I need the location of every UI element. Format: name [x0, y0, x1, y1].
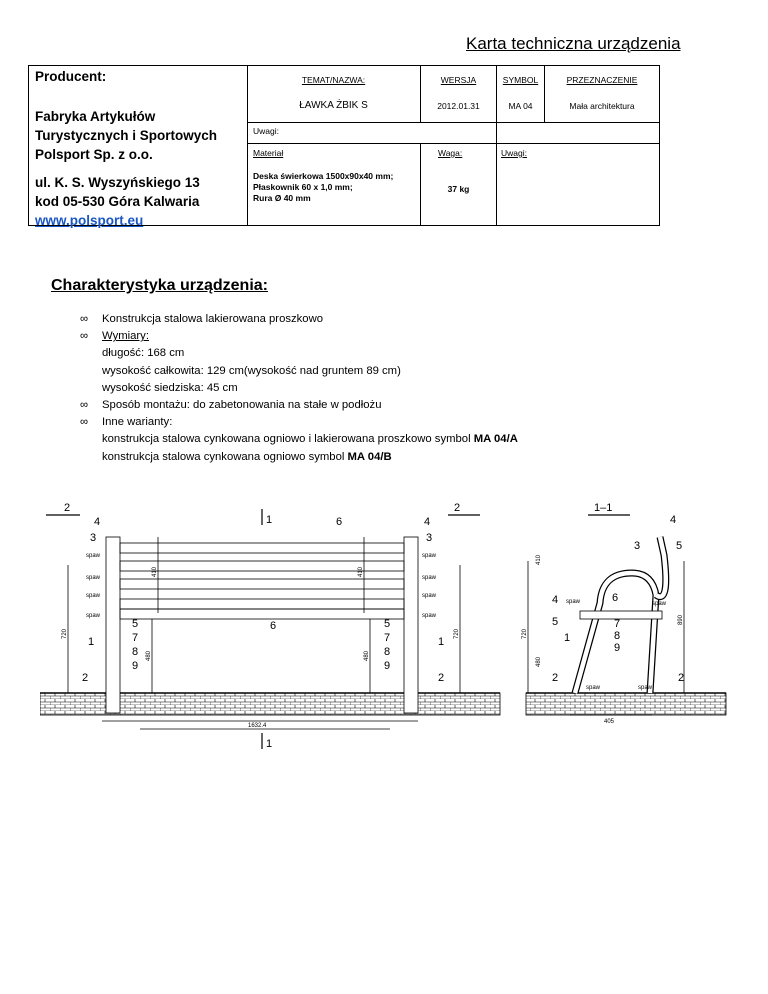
part-number: 1 — [438, 636, 445, 648]
weld-label: spaw — [422, 575, 437, 581]
variant-a-text: konstrukcja stalowa cynkowana ogniowo i lakierowana proszkowo symbol — [102, 433, 474, 446]
producer-label: Producent: — [35, 69, 107, 84]
notes-label: Uwagi: — [253, 126, 279, 136]
part-number: 7 — [384, 632, 391, 644]
dimension-label: 405 — [604, 719, 615, 725]
producer-name — [35, 107, 217, 164]
section-mark-bottom: 1 — [266, 738, 273, 750]
dimension-label: 480 — [146, 650, 152, 661]
ground-side — [526, 693, 726, 715]
dimension-length: długość: 168 cm — [102, 347, 185, 360]
part-number: 9 — [384, 660, 391, 672]
header-symbol: SYMBOL — [502, 75, 539, 85]
dimension-label: 720 — [522, 628, 528, 639]
section-mark-top: 1 — [266, 514, 273, 526]
part-number: 6 — [270, 620, 277, 632]
material-line: Płaskownik 60 x 1,0 mm; — [253, 182, 353, 192]
part-number: 2 — [552, 672, 559, 684]
construction-text: Konstrukcja stalowa lakierowana proszkowo — [102, 313, 324, 325]
section-mark-left: 2 — [64, 502, 71, 514]
characteristics-title: Charakterystyka urządzenia: — [51, 277, 268, 294]
part-number: 4 — [552, 594, 559, 606]
weld-label: spaw — [86, 593, 101, 599]
part-number: 5 — [676, 540, 683, 552]
part-number: 8 — [132, 646, 139, 658]
weld-label: spaw — [86, 575, 101, 581]
part-number: 2 — [678, 672, 685, 684]
document-title: Karta techniczna urządzenia — [466, 34, 681, 53]
slat — [120, 579, 404, 589]
infinity-bullet-icon: ∞ — [80, 330, 89, 343]
variant-a-symbol: MA 04/A — [473, 433, 518, 446]
material-line: Deska świerkowa 1500x90x40 mm; — [253, 171, 394, 181]
part-number: 4 — [94, 516, 101, 528]
part-number: 6 — [336, 516, 343, 528]
address-line: ul. K. S. Wyszyńskiego 13 — [35, 175, 200, 190]
producer-name-line: Polsport Sp. z o.o. — [35, 147, 153, 162]
dimension-label: 410 — [358, 566, 364, 577]
dimension-label: 1632.4 — [248, 723, 267, 729]
weld-label: spaw — [86, 613, 101, 619]
header-name: TEMAT/NAZWA: — [301, 75, 366, 85]
part-number: 5 — [552, 616, 559, 628]
weld-label: spaw — [422, 613, 437, 619]
section-mark-right: 2 — [454, 502, 461, 514]
dimension-label: 720 — [454, 628, 460, 639]
weight-value: 37 kg — [447, 184, 470, 194]
leg-right — [404, 537, 418, 713]
value-version: 2012.01.31 — [437, 101, 480, 111]
notes-header: Uwagi: — [501, 148, 527, 158]
slat — [120, 543, 404, 553]
part-number: 4 — [670, 514, 677, 526]
list-item — [80, 414, 518, 466]
dimension-height: wysokość całkowita: 129 cm(wysokość nad gruntem 89 cm) — [102, 364, 401, 377]
infinity-bullet-icon: ∞ — [80, 416, 89, 429]
dimension-label: 890 — [678, 614, 684, 625]
variant-b — [102, 449, 518, 466]
material-header: Materiał — [253, 148, 284, 158]
material-line: Rura Ø 40 mm — [253, 193, 311, 203]
producer-name-line: Fabryka Artykułów — [35, 109, 156, 124]
part-number: 6 — [612, 592, 619, 604]
dimension-seat-height: wysokość siedziska: 45 cm — [102, 381, 238, 394]
list-item — [80, 311, 518, 328]
part-number: 3 — [426, 532, 433, 544]
part-number: 1 — [564, 632, 571, 644]
section-mark-side: 1–1 — [594, 502, 613, 514]
infinity-bullet-icon: ∞ — [80, 399, 89, 412]
dimension-label: 720 — [62, 628, 68, 639]
value-purpose: Mała architektura — [569, 101, 635, 111]
slat — [120, 599, 404, 609]
value-name: ŁAWKA ŻBIK S — [299, 100, 368, 111]
part-number: 7 — [614, 618, 621, 630]
variants-label: Inne warianty: — [102, 416, 173, 429]
list-item — [80, 328, 518, 397]
producer-address — [35, 173, 200, 230]
weld-label: spaw — [638, 685, 653, 691]
dimensions-label: Wymiary: — [102, 330, 149, 343]
characteristics-list — [80, 311, 518, 466]
dimension-label: 410 — [536, 554, 542, 565]
leg-left — [106, 537, 120, 713]
weld-label: spaw — [86, 553, 101, 559]
part-number: 4 — [424, 516, 431, 528]
variant-b-text: konstrukcja stalowa cynkowana ogniowo symbol — [102, 450, 348, 463]
part-number: 1 — [88, 636, 95, 648]
list-item — [80, 397, 518, 414]
part-number: 5 — [132, 618, 139, 630]
weld-label: spaw — [652, 601, 667, 607]
part-number: 2 — [82, 672, 89, 684]
weld-label: spaw — [566, 599, 581, 605]
variant-b-symbol: MA 04/B — [347, 450, 392, 463]
part-number: 3 — [90, 532, 97, 544]
part-number: 8 — [384, 646, 391, 658]
dimension-label: 410 — [152, 566, 158, 577]
slat — [120, 609, 404, 619]
weld-label: spaw — [422, 553, 437, 559]
part-number: 3 — [634, 540, 641, 552]
mounting-text: Sposób montażu: do zabetonowania na stałe w podłożu — [102, 399, 382, 412]
infinity-bullet-icon: ∞ — [80, 313, 89, 325]
part-number: 8 — [614, 630, 621, 642]
material-list — [253, 171, 393, 204]
part-number: 9 — [132, 660, 139, 672]
value-symbol: MA 04 — [508, 101, 533, 111]
part-number: 5 — [384, 618, 391, 630]
variant-a — [102, 431, 518, 448]
part-number: 9 — [614, 642, 621, 654]
header-version: WERSJA — [440, 75, 477, 85]
weight-header: Waga: — [438, 148, 463, 158]
dimension-label: 480 — [364, 650, 370, 661]
technical-drawing — [40, 495, 740, 775]
address-line: kod 05-530 Góra Kalwaria — [35, 194, 200, 209]
part-number: 2 — [438, 672, 445, 684]
side-seat — [580, 611, 662, 619]
spec-table — [28, 65, 660, 226]
weld-label: spaw — [422, 593, 437, 599]
header-purpose: PRZEZNACZENIE — [566, 75, 638, 85]
weld-label: spaw — [586, 685, 601, 691]
part-number: 7 — [132, 632, 139, 644]
dimension-label: 480 — [536, 656, 542, 667]
producer-name-line: Turystycznych i Sportowych — [35, 128, 218, 143]
producer-website-link[interactable]: www.polsport.eu — [35, 213, 144, 228]
